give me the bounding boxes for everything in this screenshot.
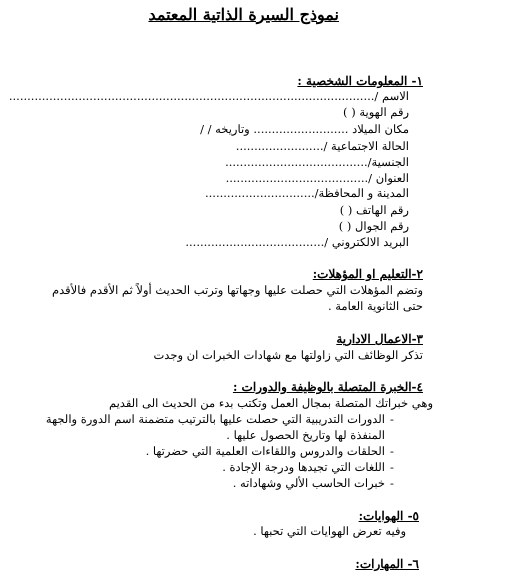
section-heading-hobbies: ٥- الهوايات: <box>358 509 419 523</box>
field-nationality: الجنسية/....................................... <box>225 155 409 169</box>
bullet-continuation: المنفذة لها وتاريخ الحصول عليها . <box>226 428 385 442</box>
field-email: البريد الالكتروني /...................................... <box>185 235 409 249</box>
section-heading-admin-work: ٣-الاعمال الادارية <box>336 332 423 346</box>
admin-work-description: تذكر الوظائف التي زاولتها مع شهادات الخبرات ان وجدت <box>153 348 423 362</box>
section-heading-personal-info: ١- المعلومات الشخصية : <box>297 74 423 88</box>
experience-description: وهي خبراتك المتصلة بمجال العمل وتكتب بدء من الحديث الى القديم <box>108 396 433 410</box>
bullet-dash: - <box>390 460 394 474</box>
bullet-text: الدورات التدريبية التي حصلت عليها بالترتيب متضمنة اسم الدورة والجهة <box>45 412 385 426</box>
bullet-item <box>46 414 399 426</box>
education-description-line-2: حتى الثانوية العامة . <box>327 299 423 313</box>
field-birth-place-date: مكان الميلاد .......................... وتاريخه / / <box>200 122 409 136</box>
section-heading-experience: ٤-الخبرة المتصلة بالوظيفة والدورات : <box>232 380 423 394</box>
bullet-item <box>222 462 399 474</box>
section-heading-education: ٢-التعليم او المؤهلات: <box>312 267 423 281</box>
bullet-dash: - <box>390 444 394 458</box>
bullet-dash: - <box>390 412 394 426</box>
field-address: العنوان /....................................... <box>225 171 409 185</box>
field-name: الاسم /.................................................................................................... <box>8 89 409 103</box>
bullet-text: خبرات الحاسب الألي وشهاداته . <box>232 476 385 490</box>
bullet-text: الحلقات والدروس واللقاءات العلمية التي حضرتها . <box>145 444 385 458</box>
bullet-text: اللغات التي تجيدها ودرجة الإجادة . <box>222 460 385 474</box>
field-id-number: رقم الهوية ( ) <box>343 105 409 119</box>
page-title: نموذج السيرة الذاتية المعتمد <box>148 5 339 24</box>
field-city-province: المدينة و المحافظة/.............................. <box>205 186 409 200</box>
field-phone: رقم الهاتف ( ) <box>339 203 409 217</box>
hobbies-description: وفيه تعرض الهوايات التي تحبها . <box>253 524 406 538</box>
bullet-dash: - <box>390 476 394 490</box>
field-mobile: رقم الجوال ( ) <box>338 219 409 233</box>
section-heading-skills: ٦- المهارات: <box>355 557 419 571</box>
education-description-line-1: وتضم المؤهلات التي حصلت عليها وجهاتها وترتب الحديث أولاً ثم الأقدم فالأقدم <box>51 283 423 297</box>
bullet-item <box>146 446 399 458</box>
bullet-item <box>233 478 399 490</box>
field-marital-status: الحالة الاجتماعية /........................ <box>235 139 409 153</box>
